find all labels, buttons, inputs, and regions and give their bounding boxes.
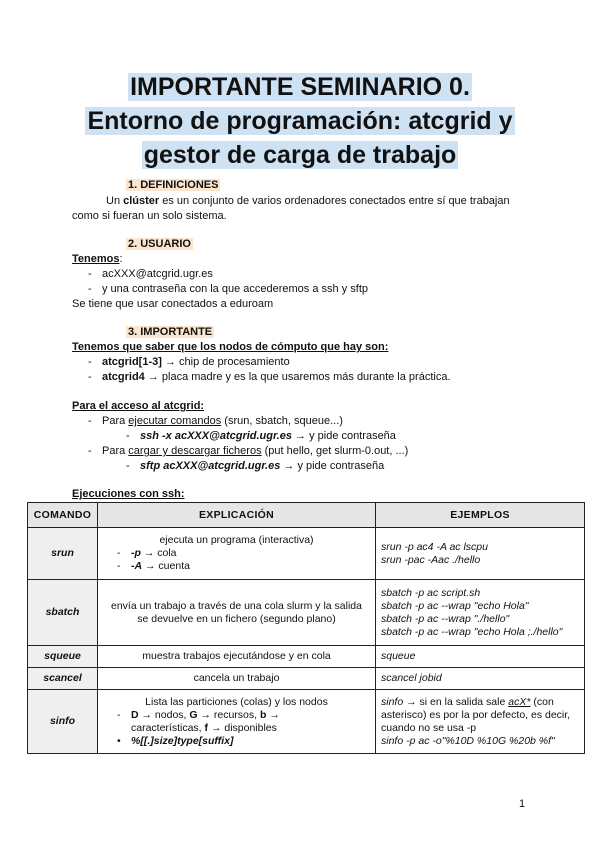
table-row-sbatch [28,580,585,646]
eduroam-note: Se tiene que usar conectados a eduroam [72,298,274,310]
access-sub-sftp: - sftp acXXX@atcgrid.ugr.es → y pide contraseña [126,460,385,472]
table-row-srun [28,528,585,580]
cmd-squeue: squeue [28,646,98,668]
table-row-scancel [28,668,585,690]
table-row-squeue [28,646,585,668]
ex-squeue: squeue [376,646,585,668]
exp-sinfo: Lista las particiones (colas) y los nodos - D → nodos, G → recursos, b → características, f → disponibles • %[[.]size]type[suffix] [98,690,376,754]
user-item-email: - acXXX@atcgrid.ugr.es [88,268,213,280]
access-title: Para el acceso al atcgrid: [72,400,205,412]
commands-table [27,502,585,754]
exp-sbatch: envía un trabajo a través de una cola slurm y la salida se devuelve en un fichero (segundo plano) [98,580,376,646]
header-ejemplos: EJEMPLOS [376,503,585,528]
exp-srun: ejecuta un programa (interactiva) - -p → cola - -A → cuenta [98,528,376,580]
access-sub-ssh: - ssh -x acXXX@atcgrid.ugr.es → y pide contraseña [126,430,396,442]
cmd-srun: srun [28,528,98,580]
section-heading-definiciones: 1. DEFINICIONES [128,179,219,191]
header-comando: COMANDO [28,503,98,528]
title-line-2: Entorno de programación: atcgrid y [87,107,513,135]
ex-srun: srun -p ac4 -A ac lscpu srun -pac -Aac ./hello [376,528,585,580]
page-number: 1 [519,798,526,810]
table-header-row [28,503,585,528]
ex-sinfo: sinfo → si en la salida sale acX* (con asterisco) es por la por defecto, es decir, cuando no se usa -p sinfo -p ac -o"%10D %10G %20b %f" [376,690,585,754]
node-item-2: - atcgrid4 → placa madre y es la que usaremos más durante la práctica. [88,371,451,383]
cmd-sbatch: sbatch [28,580,98,646]
title-line-1: IMPORTANTE SEMINARIO 0. [130,73,470,101]
access-item-files: - Para cargar y descargar ficheros (put hello, get slurm-0.out, ...) [88,445,409,457]
node-item-1: - atcgrid[1-3] → chip de procesamiento [88,356,290,368]
ex-sbatch: sbatch -p ac script.sh sbatch -p ac --wrap "echo Hola" sbatch -p ac --wrap "./hello" sbatch -p ac --wrap "echo Hola ;./hello" [376,580,585,646]
section-heading-importante: 3. IMPORTANTE [128,326,213,338]
section-heading-usuario: 2. USUARIO [128,238,191,250]
cmd-sinfo: sinfo [28,690,98,754]
access-item-commands: - Para ejecutar comandos (srun, sbatch, squeue...) [88,415,343,427]
ssh-title: Ejecuciones con ssh: [72,488,185,500]
title-line-3: gestor de carga de trabajo [143,141,457,169]
tenemos-label: Tenemos: [72,253,123,265]
definition-paragraph-line-2: como si fueran un solo sistema. [72,210,227,222]
definition-paragraph: Un clúster es un conjunto de varios ordenadores conectados entre sí que trabajan [106,195,510,207]
title-block [0,70,600,172]
exp-scancel: cancela un trabajo [98,668,376,690]
header-explicacion: EXPLICACIÓN [98,503,376,528]
user-item-password: - y una contraseña con la que accederemos a ssh y sftp [88,283,368,295]
nodes-title: Tenemos que saber que los nodos de cómputo que hay son: [72,341,389,353]
cmd-scancel: scancel [28,668,98,690]
exp-squeue: muestra trabajos ejecutándose y en cola [98,646,376,668]
table-row-sinfo [28,690,585,754]
ex-scancel: scancel jobid [376,668,585,690]
